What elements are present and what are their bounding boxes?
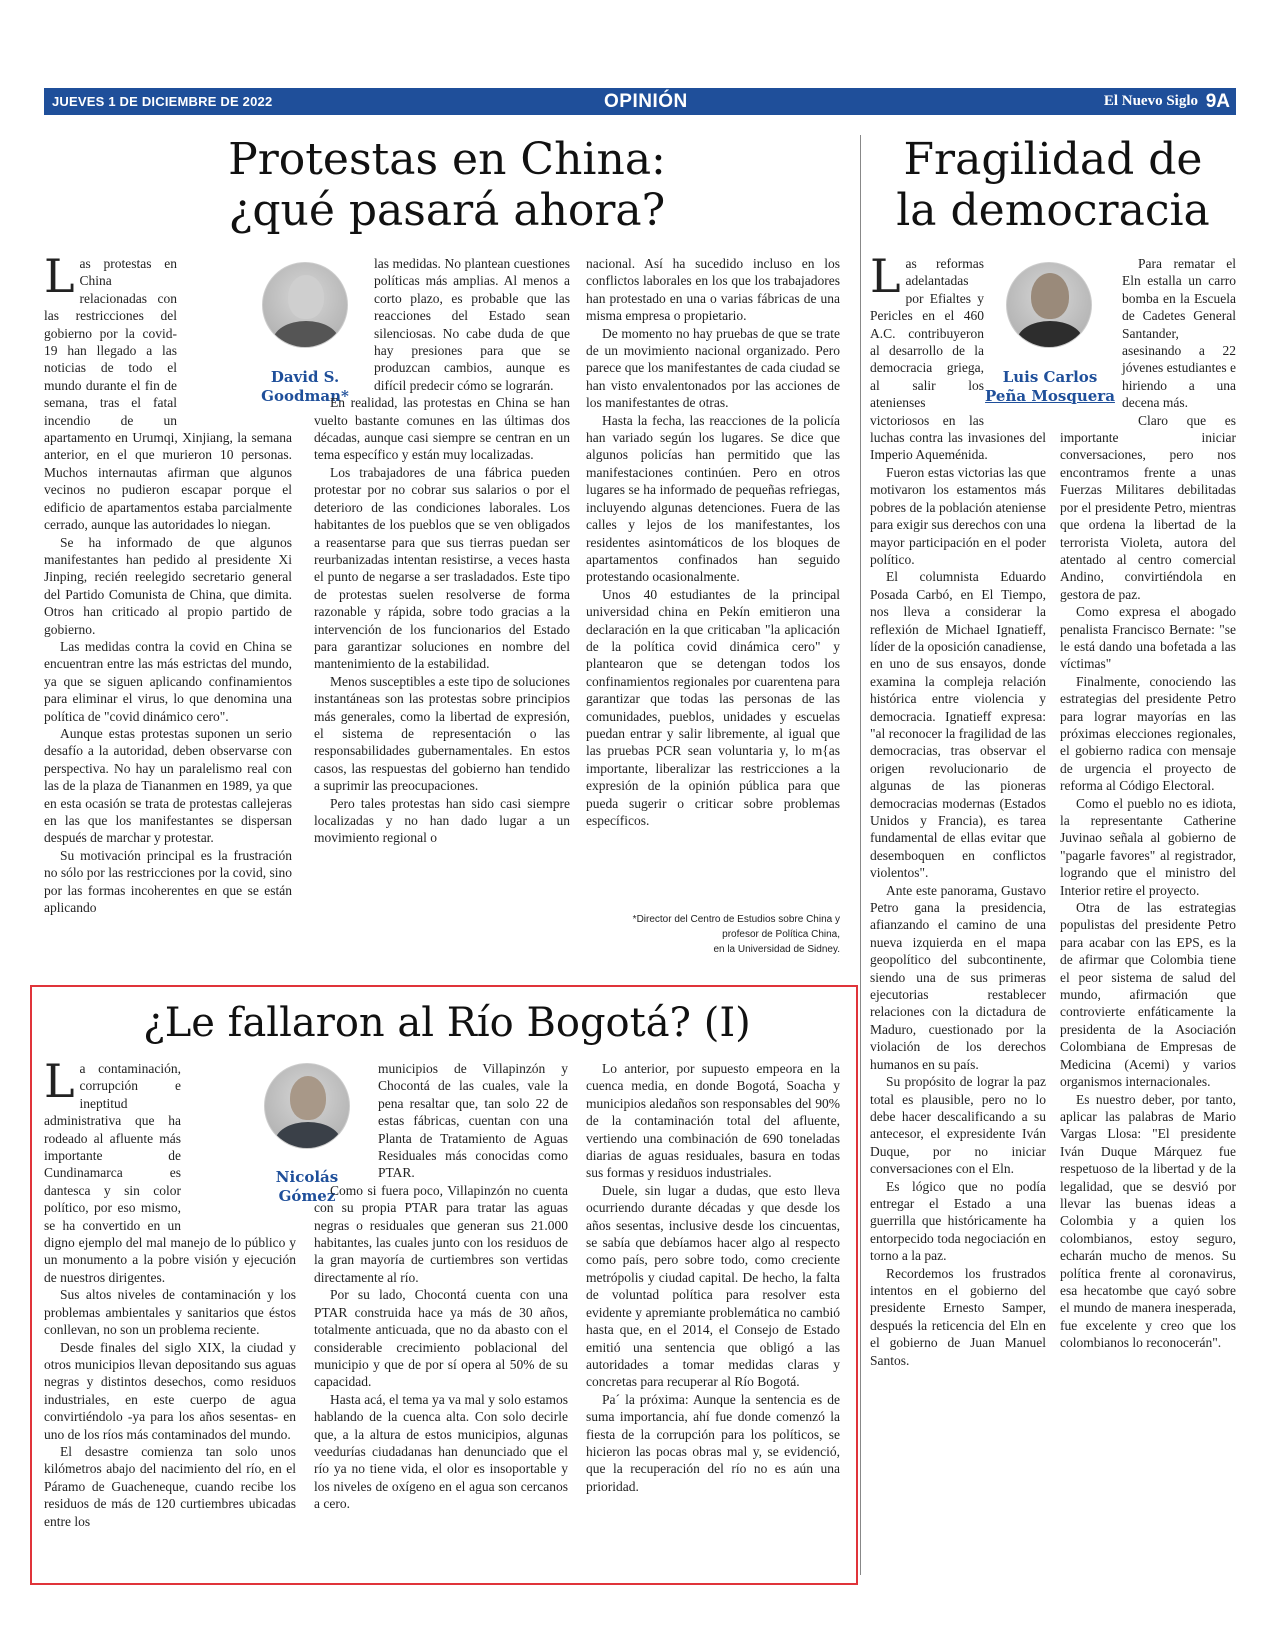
page-header-bar <box>44 88 1236 115</box>
article1-column2 <box>314 255 570 955</box>
paragraph: De momento no hay pruebas de que se trate de un movimiento nacional organizado. Pero parece que los manifestantes de cada ciudad se han visto envalentonados por las acciones de los manifestantes de otras. <box>586 325 840 411</box>
paragraph: Las medidas contra la covid en China se encuentran entre las más estrictas del mundo, ya que se siguen aplicando confinamientos para eliminar el virus, lo que denomina una política de "covid dinámico cero". <box>44 638 292 724</box>
paragraph: Lo anterior, por supuesto empeora en la cuenca media, en donde Bogotá, Soacha y municipios aledaños son responsables del 90% de la contaminación total del afluente, vertiendo una combinación de 690 toneladas diarias de aguas residuales, basura en todas sus formas y residuos industriales. <box>586 1061 840 1181</box>
paragraph: Su propósito de lograr la paz total es plausible, pero no lo debe hacer descalificando a su antecesor, el expresidente Iván Duque, por no iniciar conversaciones con el Eln. <box>870 1074 1046 1177</box>
paragraph: a contaminación, corrupción e ineptitud administrativa que ha rodeado al afluente más importante de Cundinamarca es dantesca y sin color político, por eso mismo, se ha convertido en un digno ejemplo del mal manejo de lo público y un monumento a la pobre visión y ejecución de nuestros dirigentes. <box>44 1061 296 1285</box>
paragraph: Hasta la fecha, las reacciones de la policía han variado según los lugares. Se dice que algunos policías han permitido que las manifestaciones continúen. Pero en otros lugares se ha informado de pequeñas refriegas, incluyendo algunas detenciones. Fuera de las calles y lejos de los manifestantes, los residentes asintomáticos de los bloques de apartamentos confinados han seguido protestando ocasionalmente. <box>586 412 840 585</box>
article2-title-line2: la democracia <box>896 184 1210 236</box>
footnote-line: en la Universidad de Sidney. <box>713 944 840 955</box>
paragraph: Claro que es importante iniciar conversaciones, pero nos encontramos frente a unas Fuerzas Militares debilitadas por el presidente Petro, mientras que ordena la libertad de la terrorista Violeta, autora del atentado al centro comercial Andino, convirtiéndola en gestora de paz. <box>1060 412 1236 602</box>
paragraph: Su motivación principal es la frustración no sólo por las restricciones por la covid, sino por las formas incoherentes en que se están aplicando <box>44 847 292 916</box>
paragraph: Aunque estas protestas suponen un serio desafío a la autoridad, deben observarse con perspectiva. No hay un paralelismo real con las de la plaza de Tiananmen en 1989, ya que en esta ocasión se trata de protestas callejeras en las que los manifestantes se dispersan después de marchar y protestar. <box>44 725 292 846</box>
footnote-line: profesor de Política China, <box>722 929 840 940</box>
author-name-line2: Gómez <box>278 1187 336 1205</box>
paragraph: Se ha informado de que algunos manifestantes han pedido al presidente Xi Jinping, recién reelegido secretario general del Partido Comunista de China, que dimita. Otros han criticado al propio partido de gobierno. <box>44 534 292 637</box>
drop-cap: L <box>870 249 901 303</box>
paragraph: Hasta acá, el tema ya va mal y solo estamos hablando de la cuenca alta. Con solo decirle que, a la altura de estos municipios, algunas veedurías ciudadanas han denunciado que el río ya no tiene vida, el olor es insoportable y los niveles de oxígeno en el agua son cercanos a cero. <box>314 1391 568 1512</box>
article2-title <box>870 135 1236 236</box>
footnote-line: *Director del Centro de Estudios sobre China y <box>632 914 840 925</box>
paragraph: Pero tales protestas han sido casi siempre localizadas y no han dado lugar a un movimiento regional o <box>314 795 570 846</box>
article3-column2 <box>314 1060 568 1570</box>
paragraph: El desastre comienza tan solo unos kilómetros abajo del nacimiento del río, en el Páramo de Guacheneque, cuando recibe los residuos de más de 120 curtiembres ubicadas entre los <box>44 1443 296 1529</box>
author-footnote <box>586 912 840 957</box>
article3-title: ¿Le fallaron al Río Bogotá? (I) <box>143 1000 751 1046</box>
author-name-line1: David S. <box>270 368 340 386</box>
paragraph: Finalmente, conociendo las estrategias del presidente Petro para lograr mayorías en las próximas elecciones regionales, el gobierno radica con mensaje de urgencia el proyecto de reforma al Código Electoral. <box>1060 673 1236 794</box>
paragraph: Como el pueblo no es idiota, la representante Catherine Juvinao señala al gobierno de "pagarle favores" al registrador, logrando que el ministro del Interior retire el proyecto. <box>1060 795 1236 898</box>
author-name-line1: Luis Carlos <box>1002 368 1098 386</box>
author-name-line1: Nicolás <box>275 1168 339 1186</box>
paragraph: El columnista Eduardo Posada Carbó, en El Tiempo, nos lleva a considerar la reflexión de Michael Ignatieff, líder de la oposición canadiense, en uno de sus ensayos, donde examina la compleja relación histórica entre violencia y democracia. Ignatieff expresa: "al reconocer la fragilidad de las democracias, tras observar el origen revolucionario de algunas de las pioneras democracias modernas (Estados Unidos y Francia), es tarea fundamental de ellas evitar que desemboquen en conflictos violentos". <box>870 569 1046 881</box>
paragraph: municipios de Villapinzón y Chocontá de las cuales, vale la pena resaltar que, tan solo 22 de estas fábricas, cuentan con una Planta de Tratamiento de Aguas Residuales más conocidas como PTAR. <box>378 1061 568 1181</box>
paragraph: as reformas adelantadas por Efialtes y Pericles en el 460 A.C. contribuyeron al desarrollo de la democracia griega, al salir los atenienses victoriosos en las luchas contra las invasiones del Imperio Aqueménida. <box>870 256 1046 463</box>
article2-column1 <box>870 249 1046 1585</box>
paragraph: Es nuestro deber, por tanto, aplicar las palabras de Mario Vargas Llosa: "El presidente Iván Duque Márquez fue respetuoso de la libertad y de la legalidad, que se desvió por llevar las buenas ideas a Colombia y a quien los colombianos, estoy seguro, echarán mucho de menos. Su política frente al coronavirus, esa hecatombe que cayó sobre el mundo de manera inesperada, fue excelente y creo que los colombianos lo reconocerán". <box>1060 1091 1236 1351</box>
article1-title <box>44 135 850 236</box>
paragraph: Duele, sin lugar a dudas, que esto lleva ocurriendo durante décadas y que desde los años sesentas, inclusive desde los cincuentas, se sabía que debíamos hacer algo al respecto como país, pero sobre todo, como creciente metrópolis y ciudad capital. De hecho, la falta de voluntad política para resolver esta evidente y apremiante problemática no cambió hasta que, en el 2014, el Consejo de Estado emitió una sentencia que obligó a las autoridades a tomar medidas claras y concretas para recuperar al Río Bogotá. <box>586 1182 840 1390</box>
paragraph: Menos susceptibles a este tipo de soluciones instantáneas son las protestas sobre principios más generales, como la libertad de expresión, el sistema de representación o las responsabilidades gubernamentales. En estos casos, las respuestas del gobierno han tendido a suprimir las preocupaciones. <box>314 673 570 794</box>
article1-title-line2: ¿qué pasará ahora? <box>228 184 666 236</box>
paragraph: nacional. Así ha sucedido incluso en los conflictos laborales en los que los trabajadores han protestado en una o varias fábricas de una misma empresa o propietario. <box>586 256 840 324</box>
page-number: 9A <box>1205 91 1230 112</box>
section-name: OPINIÓN <box>604 91 688 112</box>
drop-cap: L <box>44 249 75 303</box>
article3-column3 <box>586 1060 840 1570</box>
paragraph: las medidas. No plantean cuestiones políticas más amplias. Al menos a corto plazo, es probable que las reacciones del Estado sean silenciosas. No cabe duda de que hay presiones para que se produzcan cambios, aunque es difícil predecir cómo se lograrán. <box>374 256 570 393</box>
article2-column2 <box>1060 255 1236 1585</box>
column-divider <box>860 135 861 1575</box>
paragraph: Es lógico que no podía entregar el Estado a una guerrilla que históricamente ha entorpecido toda negociación en torno a la paz. <box>870 1178 1046 1264</box>
paragraph: Como expresa el abogado penalista Francisco Bernate: "se le está dando una bofetada a las víctimas" <box>1060 604 1236 672</box>
drop-cap: L <box>44 1054 75 1108</box>
paragraph: En realidad, las protestas en China se han vuelto bastante comunes en las últimas dos décadas, aunque casi siempre se centran en un tema específico y están muy localizadas. <box>314 395 570 463</box>
newspaper-name: El Nuevo Siglo <box>1103 93 1198 109</box>
author-name-line2: Goodman* <box>261 387 349 405</box>
paragraph: Desde finales del siglo XIX, la ciudad y otros municipios llevan depositando sus aguas negras y distintos desechos, como residuos industriales, en este cuerpo de agua convirtiéndolo -ya para los años sesentas- en uno de los ríos más contaminados del mundo. <box>44 1339 296 1442</box>
paragraph: Otra de las estrategias populistas del presidente Petro para acabar con las EPS, es la de afirmar que Colombia tiene el peor sistema de salud del mundo, afirmación que controvierte enfáticamente la presidenta de la Asociación Colombiana de Empresas de Medicina (Acemi) y varios organismos internacionales. <box>1060 900 1236 1090</box>
paragraph: Fueron estas victorias las que motivaron los estamentos más pobres de la población ateniense para exigir sus derechos con una mayor participación en el poder político. <box>870 464 1046 567</box>
article1-title-line1: Protestas en China: <box>228 134 666 185</box>
paragraph: Unos 40 estudiantes de la principal universidad china en Pekín emitieron una declaración en la que criticaban "la aplicación de la política covid dinámica cero" y plantearon que se detengan todos los confinamientos regionales por cuarentena para garantizar que todas las personas de las comunidades, pueblos, unidades y escuelas puedan entrar y salir libremente, al igual que las pruebas PCR sean voluntaria y, lo m{as importante, liberalizar las restricciones a la expresión de la opinión pública para que pueda sugerir o criticar sobre problemas específicos. <box>586 586 840 828</box>
paragraph: Como si fuera poco, Villapinzón no cuenta con su propia PTAR para tratar las aguas negras o residuales que generan sus 21.000 habitantes, las cuales junto con los residuos de la gran mayoría de curtiembres son vertidas directamente al río. <box>314 1182 568 1285</box>
article1-column1 <box>44 249 292 955</box>
article1-column3 <box>586 255 840 915</box>
paragraph: Sus altos niveles de contaminación y los problemas ambientales y sanitarios que éstos conllevan, no son un problema reciente. <box>44 1287 296 1338</box>
paragraph: Para rematar el Eln estalla un carro bomba en la Escuela de Cadetes General Santander, asesinando a 22 jóvenes estudiantes e hiriendo a una decena más. <box>1122 256 1236 411</box>
article2-title-line1: Fragilidad de <box>903 134 1203 185</box>
paragraph: Ante este panorama, Gustavo Petro gana la presidencia, afianzando el camino de una nueva izquierda en el mapa geopolítico del subcontinente, siendo una de sus primeras ejecutorias restablecer relaciones con la dictadura de Maduro, cuestionado por la violación de los derechos humanos en su país. <box>870 882 1046 1072</box>
author-name-line2: Peña Mosquera <box>985 387 1115 405</box>
paragraph: Pa´ la próxima: Aunque la sentencia es de suma importancia, ahí fue donde comenzó la fiesta de la corrupción para los políticos, se hicieron las pocas obras mal y, se evidenció, que la recuperación del río no es aún una prioridad. <box>586 1391 840 1494</box>
article3-column1 <box>44 1054 296 1570</box>
paragraph: Los trabajadores de una fábrica pueden protestar por no cobrar sus salarios o por el deterioro de las condiciones laborales. Los habitantes de los pueblos que se ven obligados a reasentarse para que sus tierras puedan ser reurbanizadas intentan resistirse, a veces hasta el punto de negarse a ser trasladados. Este tipo de protestas suelen resolverse de forma razonable y rápida, sobre todo gracias a la intervención de los funcionarios del Estado para garantizar soluciones en nombre del mantenimiento de la estabilidad. <box>314 464 570 672</box>
issue-date: JUEVES 1 DE DICIEMBRE DE 2022 <box>52 94 273 109</box>
paragraph: Recordemos los frustrados intentos en el gobierno del presidente Ernesto Samper, después la reticencia del Eln en el gobierno de Juan Manuel Santos. <box>870 1265 1046 1368</box>
paragraph: Por su lado, Chocontá cuenta con una PTAR construida hace ya más de 30 años, totalmente anticuada, que no da abasto con el considerable crecimiento poblacional del municipio y que de por sí opera al 50% de su capacidad. <box>314 1287 568 1390</box>
paragraph: as protestas en China relacionadas con las restricciones del gobierno por la covid-19 han llegado a las noticias de todo el mundo durante el fin de semana, tras el fatal incendio de un apartamento en Urumqi, Xinjiang, la semana anterior, en el que murieron 10 personas. Muchos internautas afirman que algunos vecinos no pudieron escapar porque el edificio de apartamentos estaba parcialmente cerrado, aunque las autoridades lo niegan. <box>44 256 292 533</box>
